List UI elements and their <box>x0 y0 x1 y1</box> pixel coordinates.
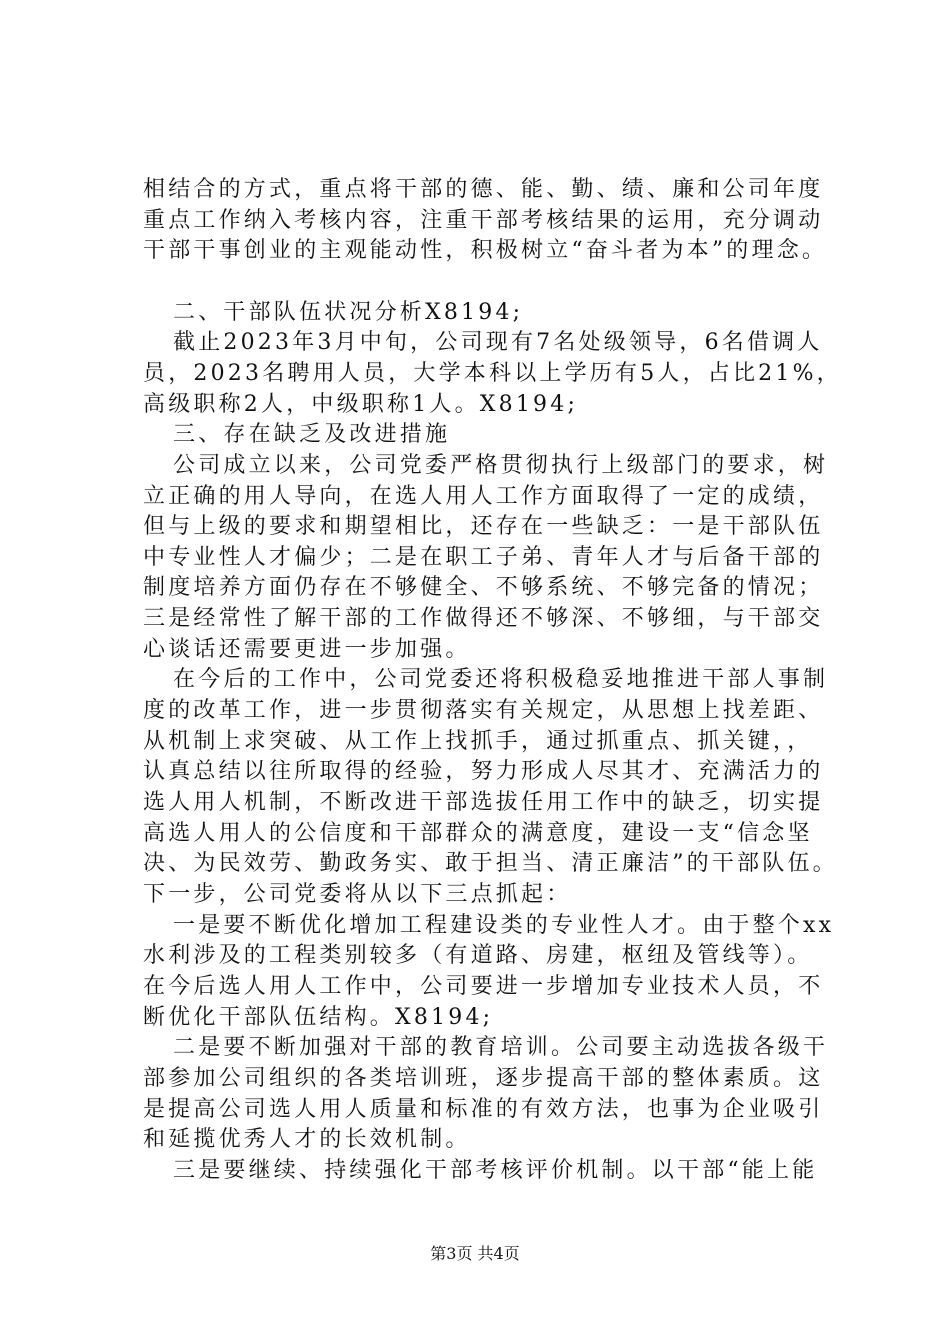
text-line: 立正确的用人导向，在选人用人工作方面取得了一定的成绩， <box>143 483 824 509</box>
text-line: 在今后的工作中，公司党委还将积极稳妥地推进干部人事制 <box>173 667 829 693</box>
text-line: 制度培养方面仍存在不够健全、不够系统、不够完备的情况； <box>143 575 824 601</box>
text-line: 干部干事创业的主观能动性，积极树立“奋斗者为本”的理念。 <box>143 238 828 264</box>
text-line: 三是要继续、持续强化干部考核评价机制。以干部“能上能 <box>173 1157 818 1183</box>
text-line: 断优化干部队伍结构。X8194; <box>143 1004 494 1030</box>
text-line: 高级职称2人，中级职称1人。X8194; <box>143 391 579 417</box>
text-line: 认真总结以往所取得的经验，努力形成人尽其才、充满活力的 <box>143 759 824 785</box>
text-line: 但与上级的要求和期望相比，还存在一些缺乏：一是干部队伍 <box>143 514 824 540</box>
text-line: 公司成立以来，公司党委严格贯彻执行上级部门的要求，树 <box>173 452 829 478</box>
text-line: 员，2023名聘用人员，大学本科以上学历有5人，占比21%， <box>143 360 842 386</box>
text-line: 和延揽优秀人才的长效机制。 <box>143 1127 471 1153</box>
text-line: 二是要不断加强对干部的教育培训。公司要主动选拔各级干 <box>173 1035 829 1061</box>
text-line: 选人用人机制，不断改进干部选拔任用工作中的缺乏，切实提 <box>143 790 824 815</box>
text-line: 三、存在缺乏及改进措施 <box>173 422 451 448</box>
text-line: 水利涉及的工程类别较多（有道路、房建，枢纽及管线等）。 <box>143 943 813 969</box>
text-line: 是提高公司选人用人质量和标准的有效方法，也事为企业吸引 <box>143 1096 824 1122</box>
text-line: 心谈话还需要更进一步加强。 <box>143 636 471 662</box>
text-line: 中专业性人才偏少；二是在职工子弟、青年人才与后备干部的 <box>143 544 824 570</box>
text-line: 高选人用人的公信度和干部群众的满意度，建设一支“信念坚 <box>143 820 813 846</box>
text-line: 三是经常性了解干部的工作做得还不够深、不够细，与干部交 <box>143 606 824 632</box>
text-line: 二、干部队伍状况分析X8194; <box>173 299 524 325</box>
page-footer: 第3页 共4页 <box>430 1244 520 1263</box>
text-line: 下一步，公司党委将从以下三点抓起： <box>143 881 572 907</box>
text-line: 度的改革工作，进一步贯彻落实有关规定，从思想上找差距、 <box>143 698 824 724</box>
text-line: 一是要不断优化增加工程建设类的专业性人才。由于整个xx <box>173 912 835 938</box>
text-line: 从机制上求突破、从工作上找抓手，通过抓重点、抓关键，， <box>143 728 813 754</box>
text-line: 相结合的方式，重点将干部的德、能、勤、绩、廉和公司年度 <box>143 177 824 202</box>
text-line: 重点工作纳入考核内容，注重干部考核结果的运用，充分调动 <box>143 207 824 233</box>
text-line: 截止2023年3月中旬，公司现有7名处级领导，6名借调人 <box>173 330 823 356</box>
text-line: 在今后选人用人工作中，公司要进一步增加专业技术人员，不 <box>143 973 824 999</box>
text-line: 决、为民效劳、勤政务实、敢于担当、清正廉洁”的干部队伍。 <box>143 851 838 877</box>
text-line: 部参加公司组织的各类培训班，逐步提高干部的整体素质。这 <box>143 1065 824 1091</box>
